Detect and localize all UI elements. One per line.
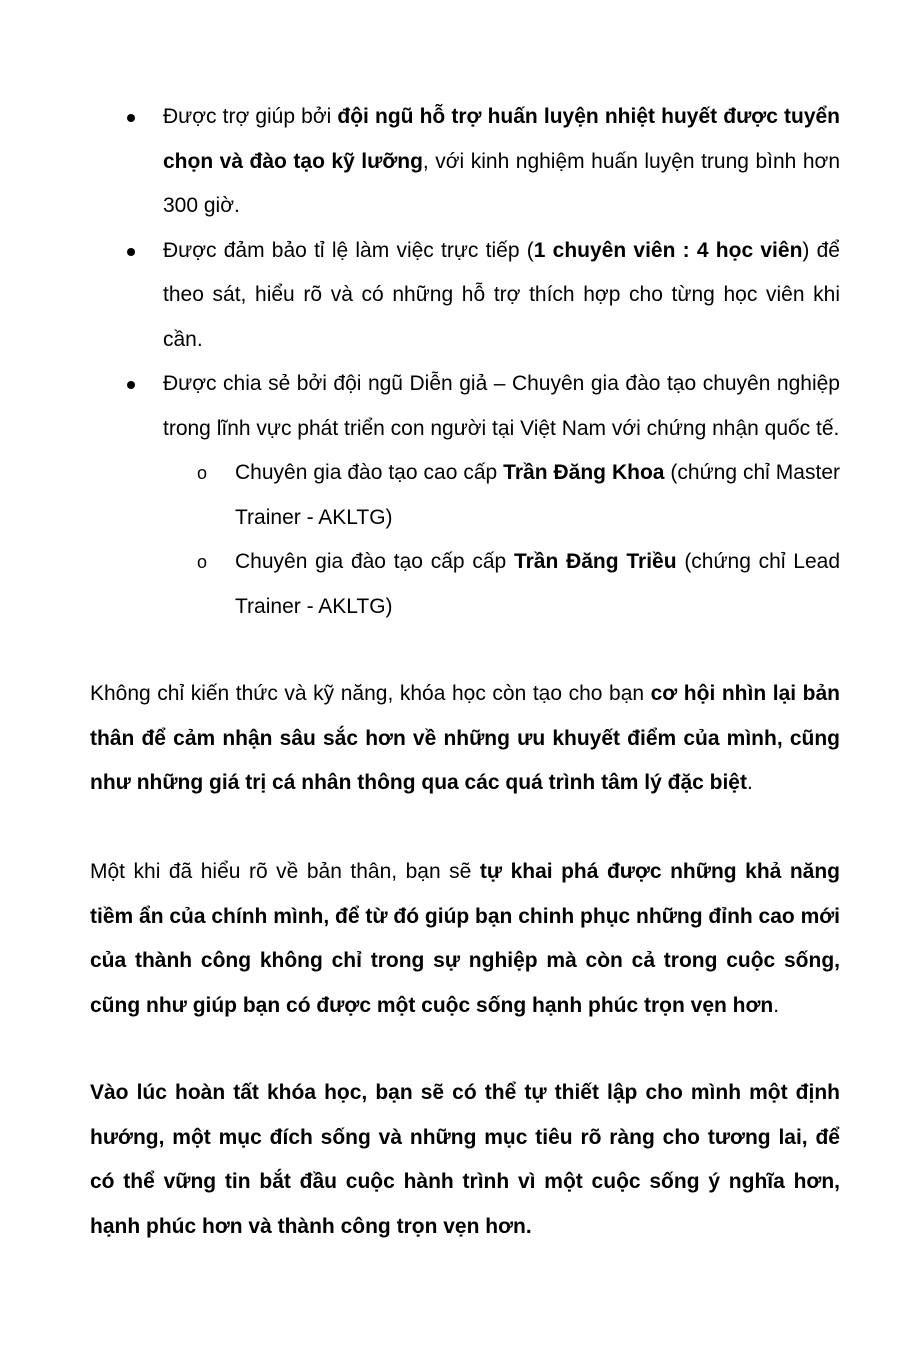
paragraph-bold-text: cơ hội nhìn lại bản thân để cảm nhận sâu sắc hơn về những ưu khuyết điểm của mình, cũng như những giá trị cá nhân thông qua các quá trình tâm lý đặc biệt bbox=[90, 682, 840, 794]
sub-list-item bbox=[0, 540, 840, 629]
sub-item-text: (chứng chỉ Lead Trainer - AKLTG) bbox=[235, 550, 841, 618]
bullet-icon bbox=[127, 381, 135, 389]
list-item-bold-text: đội ngũ hỗ trợ huấn luyện nhiệt huyết được tuyển chọn và đào tạo kỹ lưỡng bbox=[163, 105, 841, 173]
benefit-list bbox=[0, 95, 910, 629]
sub-item-text: Chuyên gia đào tạo cao cấp bbox=[235, 461, 504, 484]
list-item bbox=[0, 95, 840, 229]
sub-list-item bbox=[0, 451, 840, 540]
sub-item-text: Chuyên gia đào tạo cấp cấp bbox=[235, 550, 514, 573]
list-item-bold-text: 1 chuyên viên : 4 học viên bbox=[533, 238, 803, 262]
paragraph-text: . bbox=[773, 993, 780, 1017]
list-item bbox=[0, 229, 840, 363]
paragraph-text: Không chỉ kiến thức và kỹ năng, khóa học còn tạo cho bạn bbox=[90, 682, 651, 705]
list-item-text: Được trợ giúp bởi bbox=[163, 105, 338, 128]
paragraph bbox=[90, 1071, 840, 1249]
paragraph-text: Một khi đã hiểu rõ về bản thân, bạn sẽ bbox=[90, 860, 480, 883]
list-item-text: Được đảm bảo tỉ lệ làm việc trực tiếp ( bbox=[163, 238, 534, 262]
paragraph bbox=[90, 850, 840, 1028]
circle-bullet-icon: o bbox=[197, 463, 208, 483]
paragraph-text: . bbox=[746, 771, 753, 794]
bullet-icon bbox=[127, 248, 135, 256]
sub-item-bold-text: Trần Đăng Triều bbox=[513, 550, 677, 573]
paragraph-bold-text: tự khai phá được những khả năng tiềm ẩn của chính mình, để từ đó giúp bạn chinh phục những đỉnh cao mới của thành công không chỉ trong sự nghiệp mà còn cả trong cuộc sống, cũng như giúp bạn có được một cuộc sống hạnh phúc trọn vẹn hơn bbox=[90, 860, 841, 1017]
list-item-text: Được chia sẻ bởi đội ngũ Diễn giả – Chuyên gia đào tạo chuyên nghiệp trong lĩnh vực phát triển con người tại Việt Nam với chứng nhận quốc tế. bbox=[163, 372, 840, 440]
list-item bbox=[0, 362, 840, 451]
list-item-text: , với kinh nghiệm huấn luyện trung bình hơn 300 giờ. bbox=[163, 149, 840, 217]
bullet-icon bbox=[127, 114, 135, 122]
sub-item-bold-text: Trần Đăng Khoa bbox=[503, 461, 665, 484]
sub-item-text: (chứng chỉ Master Trainer - AKLTG) bbox=[235, 461, 840, 529]
paragraph-bold-text: Vào lúc hoàn tất khóa học, bạn sẽ có thể tự thiết lập cho mình một định hướng, một mục đích sống và những mục tiêu rõ ràng cho tương lai, để có thể vững tin bắt đầu cuộc hành trình vì một cuộc sống ý nghĩa hơn, hạnh phúc hơn và thành công trọn vẹn hơn. bbox=[90, 1081, 840, 1238]
list-item-text: ) để theo sát, hiểu rõ và có những hỗ trợ thích hợp cho từng học viên khi cần. bbox=[163, 238, 840, 351]
paragraph bbox=[90, 672, 840, 806]
circle-bullet-icon: o bbox=[197, 552, 208, 572]
